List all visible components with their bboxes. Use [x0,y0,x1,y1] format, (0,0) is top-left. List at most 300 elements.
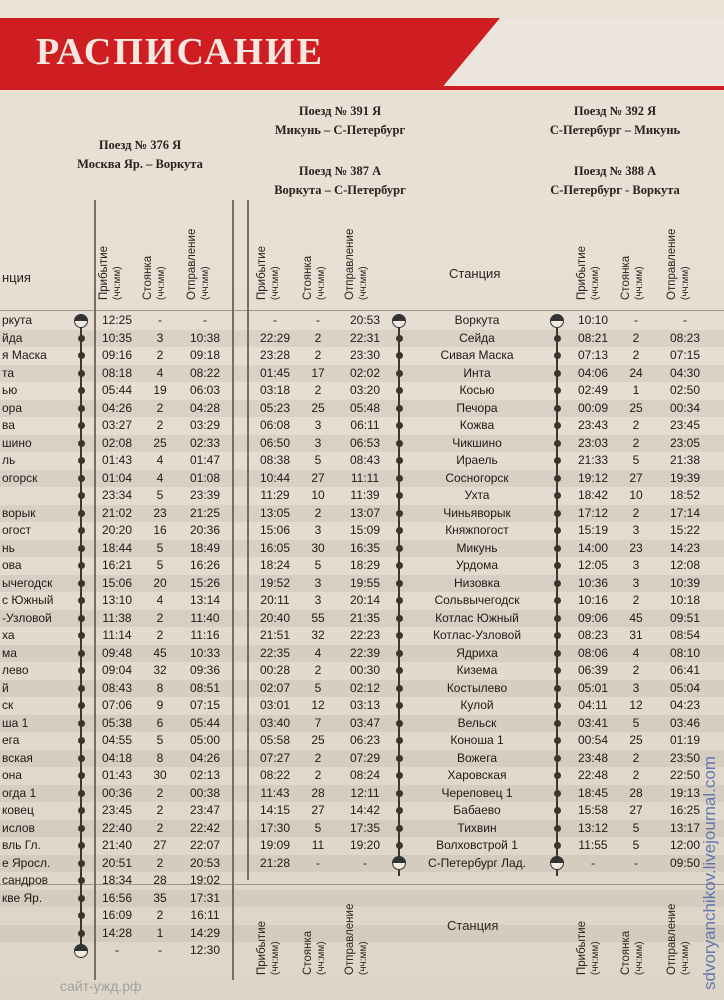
station-marker-mid [396,510,403,517]
mid-departure: 11:39 [350,488,380,502]
right-departure: 17:14 [669,505,701,520]
station-marker-right [554,405,561,412]
left-arrival: 05:38 [101,715,133,730]
table-row [0,907,724,925]
mid-stop: 2 [314,768,322,782]
arrival-header-mid [256,246,282,300]
right-arrival: 14:00 [577,540,609,555]
left-stop: 4 [156,470,164,485]
train-route: Микунь – С-Петербург [274,123,406,137]
header-divider [0,310,724,311]
table-row [0,452,724,470]
left-arrival: 04:55 [101,733,133,747]
right-arrival: 08:21 [577,330,609,345]
station-marker-left [78,895,85,902]
left-arrival: 01:43 [101,768,133,782]
station-name: Кизема [456,663,498,677]
table-row [0,890,724,908]
mid-stop: 28 [311,785,325,800]
station-marker-left [78,755,85,762]
station-name: Ираель [456,453,498,467]
station-marker-right [554,720,561,727]
station-name: Сосногорск [445,470,509,485]
right-departure: 06:41 [669,663,701,677]
station-name: Котлас-Узловой [432,628,522,642]
left-arrival: 21:40 [101,838,133,852]
right-stop: 2 [632,768,640,782]
left-arrival: 08:18 [101,365,133,380]
left-station-name: шино [2,435,32,450]
station-marker-mid [396,527,403,534]
left-station-name: ычегодск [2,575,53,590]
column-unit: (чч:мм) [316,941,327,975]
column-label: Отправление [666,228,678,300]
station-marker-mid [396,545,403,552]
table-row [0,435,724,453]
column-label: Отправление [344,903,356,975]
right-arrival: 18:45 [577,785,609,800]
mid-arrival: 22:35 [259,645,291,660]
left-arrival: 03:27 [101,418,133,432]
station-marker-right [554,685,561,692]
station-marker-left [78,842,85,849]
left-station-name: ша 1 [2,715,29,730]
station-name: Печора [456,400,498,415]
table-row [0,400,724,418]
left-station-name: сандров [2,873,49,887]
left-stop: 30 [153,768,167,782]
left-stop: - [158,943,162,957]
column-unit: (чч:мм) [634,941,645,975]
left-stop: - [158,313,162,327]
station-marker-right [554,632,561,639]
train-route: Воркута – С-Петербург [274,183,406,197]
left-station-name: огорск [2,470,38,485]
footer-url: сайт-ужд.рф [60,978,142,994]
station-name: Княжпогост [445,523,509,537]
station-marker-right [554,597,561,604]
mid-departure: 15:09 [349,523,381,537]
right-stop: 2 [632,435,640,450]
table-row [0,575,724,593]
table-row [0,470,724,488]
table-row [0,750,724,768]
left-stop: 23 [153,505,167,520]
right-stop: 28 [629,785,643,800]
station-marker-right [554,422,561,429]
station-name: С-Петербург Лад. [427,855,526,870]
left-departure: 19:02 [189,873,221,887]
station-header: Станция [449,266,501,281]
table-row [0,697,724,715]
left-departure: 04:28 [189,400,221,415]
table-row [0,662,724,680]
mid-departure: 00:30 [349,663,381,677]
right-arrival: - [591,855,595,870]
train-number: Поезд № 392 Я [573,104,657,118]
station-header-bottom: Станция [447,918,499,933]
left-stop: 4 [156,365,164,380]
left-departure: 10:38 [189,330,221,345]
right-departure: 23:45 [669,418,701,432]
mid-departure: 03:47 [349,715,381,730]
mid-arrival: 08:38 [259,453,291,467]
right-stop: 1 [632,383,640,397]
station-marker-left [78,457,85,464]
right-stop: 25 [629,400,643,415]
station-marker-mid [396,440,403,447]
right-departure: 23:50 [669,750,701,765]
station-marker-left [78,370,85,377]
mid-stop: 4 [314,645,322,660]
station-marker-right [554,650,561,657]
mid-arrival: 18:24 [259,558,291,572]
station-name: Коноша 1 [450,733,504,747]
mid-stop: 7 [314,715,322,730]
station-marker-left [78,720,85,727]
mid-stop: 27 [311,470,325,485]
station-name: Ядриха [456,645,498,660]
right-departure: 03:46 [669,715,701,730]
station-marker-left [74,944,88,958]
column-unit: (чч:мм) [270,941,281,975]
train-header-mid-bottom [240,162,440,200]
left-station-name: огост [2,523,31,537]
table-row [0,557,724,575]
station-marker-right [550,314,564,328]
column-label: Стоянка [620,930,632,975]
left-arrival: 08:43 [101,680,133,695]
station-marker-right [554,387,561,394]
station-marker-right [554,755,561,762]
left-departure: 11:16 [190,628,220,642]
left-arrival: 23:34 [101,488,133,502]
left-stop: 20 [153,575,167,590]
right-arrival: 10:36 [577,575,609,590]
column-label: Стоянка [142,255,154,300]
table-row [0,645,724,663]
mid-departure: 17:35 [349,820,381,835]
left-departure: 18:49 [189,540,221,555]
table-row [0,820,724,838]
station-marker-mid [392,314,406,328]
left-station-name: ислов [2,820,35,835]
table-row [0,715,724,733]
left-departure: 12:30 [189,943,221,957]
station-marker-mid [396,475,403,482]
station-marker-mid [396,615,403,622]
left-arrival: 16:56 [101,890,133,905]
left-station-name: й [2,680,9,695]
station-marker-left [78,527,85,534]
station-marker-mid [396,335,403,342]
left-arrival: 09:04 [101,663,133,677]
mid-stop: 3 [314,575,322,590]
train-header-left [40,136,240,174]
right-departure: 09:51 [669,610,701,625]
station-name: Сольвычегодск [434,593,520,607]
station-marker-right [554,475,561,482]
station-name: Бабаево [453,803,501,817]
table-row [0,785,724,803]
right-departure: 10:18 [669,593,701,607]
mid-departure: 08:43 [349,453,381,467]
table-row [0,837,724,855]
station-marker-right [554,352,561,359]
left-departure: 15:26 [189,575,221,590]
right-stop: 5 [632,453,640,467]
mid-stop: 5 [314,558,322,572]
right-departure: 10:39 [669,575,701,590]
right-departure: 04:30 [669,365,701,380]
right-arrival: 10:16 [577,593,609,607]
left-stop: 2 [156,348,164,362]
mid-stop: - [316,313,320,327]
right-departure: 13:17 [669,820,701,835]
column-unit: (чч:мм) [270,266,281,300]
station-marker-mid [396,772,403,779]
right-stop: 2 [632,505,640,520]
right-departure: 08:54 [669,628,701,642]
left-station-name: она [2,768,22,782]
mid-arrival: 15:06 [259,523,291,537]
left-departure: 16:26 [189,558,221,572]
mid-departure: 02:12 [349,680,381,695]
mid-arrival: 03:40 [259,715,291,730]
station-marker-right [554,440,561,447]
train-route: Москва Яр. – Воркута [77,157,203,171]
station-name: Харовская [447,768,507,782]
left-departure: 05:44 [189,715,221,730]
right-departure: 04:23 [669,698,701,712]
station-marker-mid [396,825,403,832]
left-stop: 8 [156,750,164,765]
station-marker-left [78,580,85,587]
table-row [0,417,724,435]
station-name: Тихвин [457,820,497,835]
right-departure: 14:23 [669,540,701,555]
station-marker-right [554,335,561,342]
station-name: Ухта [464,488,490,502]
right-stop: 5 [632,838,640,852]
mid-arrival: 05:23 [259,400,291,415]
right-departure: 00:34 [669,400,701,415]
left-stop: 2 [156,908,164,922]
station-name: Вельск [457,715,497,730]
station-marker-right [554,492,561,499]
mid-arrival: 11:29 [260,488,290,502]
right-stop: 27 [629,803,643,817]
left-arrival: 09:16 [101,348,133,362]
left-arrival: 11:14 [102,628,132,642]
column-unit: (чч:мм) [590,266,601,300]
right-stop: 3 [632,575,640,590]
station-name: Сейда [459,330,495,345]
mid-departure: 06:23 [349,733,381,747]
left-departure: 08:22 [189,365,221,380]
mid-stop: 3 [314,418,322,432]
left-stop: 5 [156,558,164,572]
departure-header-mid [344,229,370,300]
right-stop: 2 [632,663,640,677]
left-stop: 9 [156,698,164,712]
right-stop: 2 [632,418,640,432]
left-stop: 27 [153,838,167,852]
mid-departure: 03:13 [349,698,381,712]
left-departure: 05:00 [189,733,221,747]
left-station-name: ега [2,733,20,747]
stop-header-mid [302,256,328,300]
mid-departure: 12:11 [350,785,380,800]
station-marker-right [554,807,561,814]
stop-header-right [620,256,646,300]
mid-arrival: 06:50 [259,435,291,450]
left-departure: 14:29 [189,925,221,940]
right-stop: 23 [629,540,643,555]
right-departure: 16:25 [669,803,701,817]
station-marker-mid [396,492,403,499]
table-row [0,732,724,750]
left-station-name: лево [2,663,29,677]
station-marker-right [554,772,561,779]
station-marker-mid [396,352,403,359]
right-stop: 2 [632,593,640,607]
left-stop: 35 [153,890,167,905]
arrival-header-right [576,246,602,300]
station-marker-left [78,335,85,342]
column-unit: (чч:мм) [590,941,601,975]
left-stop: 1 [156,925,164,940]
right-stop: 3 [632,523,640,537]
right-stop: 2 [632,330,640,345]
left-departure: 22:42 [189,820,221,835]
station-marker-left [78,807,85,814]
left-stop: 16 [153,523,167,537]
mid-arrival: 22:29 [259,330,291,345]
station-marker-left [78,562,85,569]
station-name: Кожва [459,418,495,432]
station-marker-right [554,667,561,674]
right-departure: 08:10 [669,645,701,660]
mid-arrival: 21:51 [259,628,291,642]
mid-arrival: 17:30 [259,820,291,835]
mid-arrival: 03:01 [259,698,291,712]
left-stop: 2 [156,803,164,817]
mid-stop: 12 [311,698,325,712]
station-marker-right [554,825,561,832]
station-name: Чикшино [452,435,502,450]
mid-departure: 02:02 [349,365,381,380]
right-arrival: 06:39 [577,663,609,677]
left-arrival: 04:26 [101,400,133,415]
station-marker-mid [396,807,403,814]
mid-arrival: 05:58 [259,733,291,747]
left-arrival: 00:36 [101,785,133,800]
station-marker-right [554,457,561,464]
mid-arrival: 16:05 [259,540,291,555]
mid-arrival: 19:52 [259,575,291,590]
right-stop: 3 [632,558,640,572]
mid-stop: 10 [311,488,325,502]
mid-stop: 27 [311,803,325,817]
station-name: Череповец 1 [441,785,513,800]
mid-departure: 06:53 [349,435,381,450]
station-marker-mid [396,597,403,604]
train-number: Поезд № 388 А [573,164,657,178]
mid-stop: 25 [311,400,325,415]
mid-stop: 3 [314,523,322,537]
stop-header-left [142,256,168,300]
left-departure: 04:26 [189,750,221,765]
column-label: Прибытие [98,245,110,300]
left-arrival: 16:09 [101,908,133,922]
station-marker-left [78,650,85,657]
right-arrival: 02:49 [577,383,609,397]
station-marker-right [554,615,561,622]
mid-departure: 14:42 [349,803,381,817]
left-arrival: 14:28 [101,925,133,940]
mid-departure: 22:31 [349,330,381,345]
train-header-right-top [510,102,720,140]
mid-stop: 25 [311,733,325,747]
left-arrival: 18:44 [101,540,133,555]
station-marker-left [78,860,85,867]
station-marker-left [78,387,85,394]
mid-departure: 06:11 [350,418,380,432]
mid-arrival: 19:09 [259,838,291,852]
left-arrival: 05:44 [101,383,133,397]
left-arrival: 22:40 [101,820,133,835]
table-row [0,680,724,698]
right-arrival: 08:23 [577,628,609,642]
train-number: Поезд № 387 А [298,164,382,178]
mid-arrival: 10:44 [259,470,291,485]
departure-header-left [186,229,212,300]
right-stop: 4 [632,645,640,660]
mid-arrival: 07:27 [259,750,291,765]
right-arrival: 23:43 [577,418,609,432]
station-name: Чиньяворык [443,505,511,520]
right-arrival: 17:12 [577,505,609,520]
mid-stop: 32 [311,628,325,642]
left-stop: 2 [156,785,164,800]
left-stop: 19 [153,383,167,397]
left-arrival: 18:34 [101,873,133,887]
right-arrival: 19:12 [577,470,609,485]
station-name: Воркута [454,313,500,327]
station-marker-mid [396,632,403,639]
left-stop: 32 [153,663,167,677]
left-departure: 00:38 [189,785,221,800]
station-marker-right [554,370,561,377]
station-marker-mid [396,422,403,429]
right-arrival: 04:06 [577,365,609,380]
train-route: С-Петербург – Микунь [549,123,681,137]
station-name: Низовка [454,575,500,590]
right-arrival: 11:55 [578,838,608,852]
station-marker-right [554,702,561,709]
right-arrival: 03:41 [577,715,609,730]
mid-stop: 2 [314,330,322,345]
mid-departure: 07:29 [349,750,381,765]
table-row [0,925,724,943]
mid-departure: 08:24 [349,768,381,782]
left-arrival: 02:08 [101,435,133,450]
station-name: Сивая Маска [440,348,514,362]
right-arrival: 12:05 [577,558,609,572]
right-arrival: 00:09 [577,400,609,415]
table-row [0,627,724,645]
